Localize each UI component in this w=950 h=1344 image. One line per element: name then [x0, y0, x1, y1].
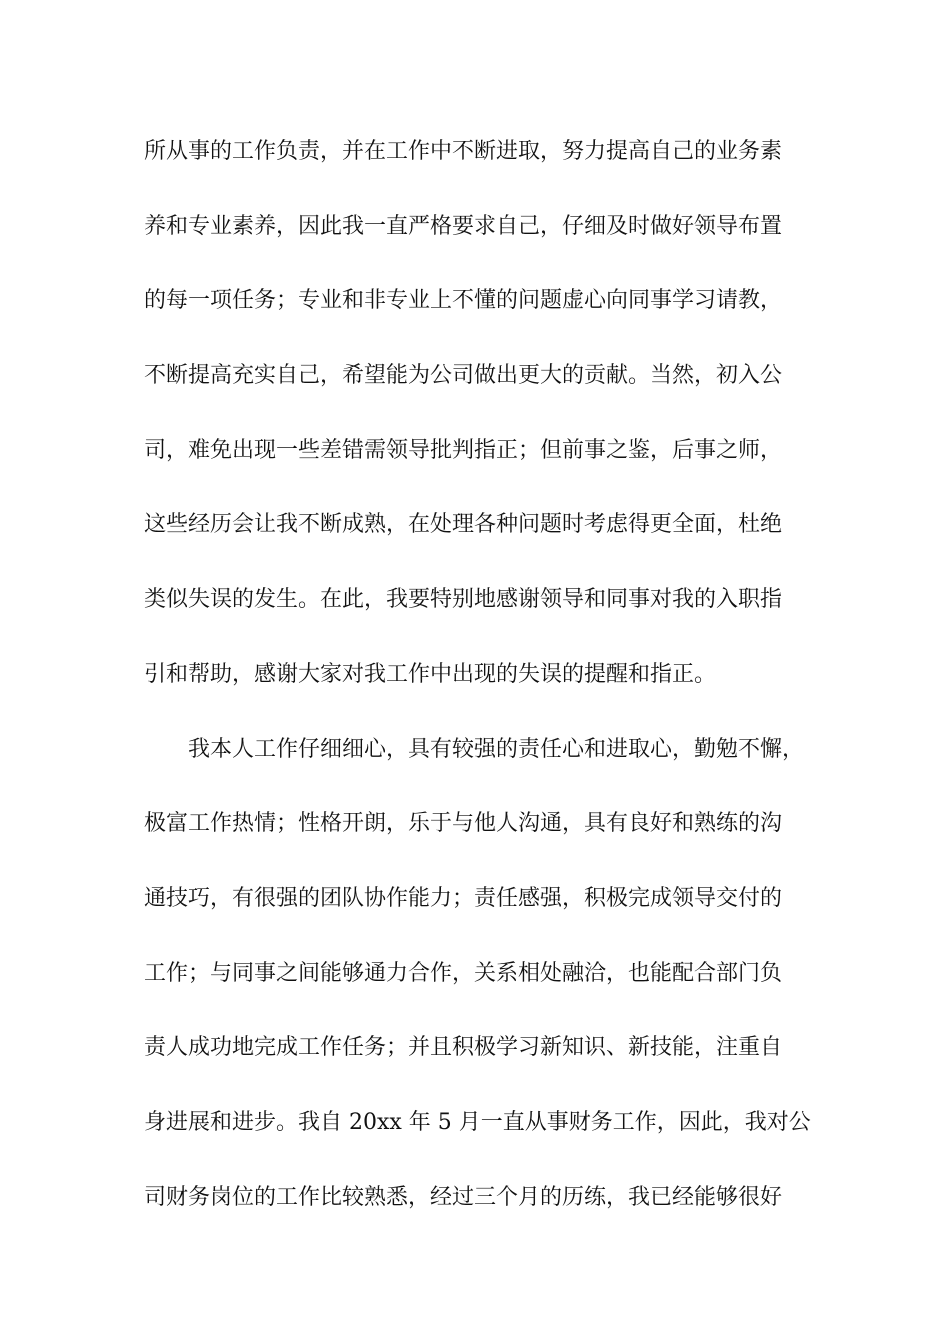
text-line: 工作；与同事之间能够通力合作，关系相处融洽，也能配合部门负: [144, 960, 783, 986]
text-line-paragraph-start: 我本人工作仔细细心，具有较强的责任心和进取心，勤勉不懈，: [188, 736, 805, 762]
text-line: 极富工作热情；性格开朗，乐于与他人沟通，具有良好和熟练的沟: [144, 811, 783, 837]
text-line: 类似失误的发生。在此，我要特别地感谢领导和同事对我的入职指: [144, 587, 783, 613]
text-line: 不断提高充实自己，希望能为公司做出更大的贡献。当然，初入公: [144, 363, 783, 389]
text-line: 责人成功地完成工作任务；并且积极学习新知识、新技能，注重自: [144, 1035, 783, 1061]
text-line: 这些经历会让我不断成熟，在处理各种问题时考虑得更全面，杜绝: [144, 512, 783, 538]
text-line: 司财务岗位的工作比较熟悉，经过三个月的历练，我已经能够很好: [144, 1184, 783, 1210]
text-line: 引和帮助，感谢大家对我工作中出现的失误的提醒和指正。: [144, 661, 717, 687]
text-line: 的每一项任务；专业和非专业上不懂的问题虚心向同事学习请教，: [144, 288, 783, 314]
text-line: 所从事的工作负责，并在工作中不断进取，努力提高自己的业务素: [144, 139, 783, 164]
text-line: 通技巧，有很强的团队协作能力；责任感强，积极完成领导交付的: [144, 885, 783, 911]
text-line: 身进展和进步。我自 20xx 年 5 月一直从事财务工作，因此，我对公: [144, 1109, 811, 1135]
body-text: [144, 130, 824, 1250]
text-line: 养和专业素养，因此我一直严格要求自己，仔细及时做好领导布置: [144, 213, 783, 239]
text-line: 司，难免出现一些差错需领导批判指正；但前事之鉴，后事之师，: [144, 437, 783, 463]
